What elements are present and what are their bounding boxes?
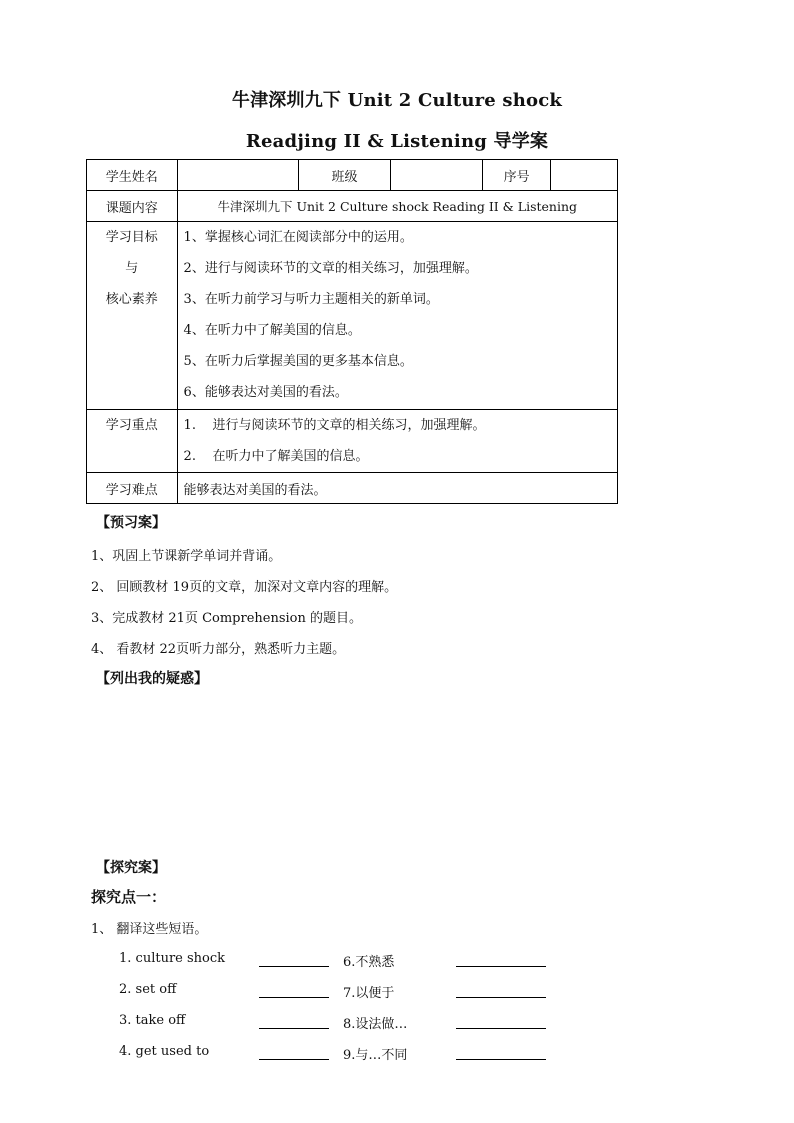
goals-list	[184, 222, 611, 408]
goals-label-line3: 核心素养	[105, 292, 158, 307]
list-item: 4、在听力中了解美国的信息。	[183, 323, 361, 338]
topic-label: 课题内容	[87, 191, 178, 222]
answer-blank-3[interactable]	[259, 1028, 329, 1029]
goals-label-cell	[87, 222, 178, 410]
preview-item-3: 3、完成教材 21页 Comprehension 的题目。	[91, 611, 363, 626]
topic-value: 牛津深圳九下 Unit 2 Culture shock Reading II & Listening	[177, 191, 617, 222]
list-item: 2. 在听力中了解美国的信息。	[183, 449, 369, 464]
table-row-student-info	[87, 160, 618, 191]
phrase-left-4: 4. get used to	[119, 1044, 210, 1059]
goals-cell	[177, 222, 617, 410]
phrase-right-6: 6.不熟悉	[343, 955, 395, 970]
goals-label-line1: 学习目标	[105, 230, 158, 245]
document-title-line1: 牛津深圳九下 Unit 2 Culture shock	[231, 90, 563, 111]
key-points-label: 学习重点	[87, 410, 178, 473]
list-item: 6、能够表达对美国的看法。	[183, 385, 348, 400]
answer-blank-9[interactable]	[456, 1059, 546, 1060]
explore-point-one: 探究点一：	[91, 888, 167, 906]
class-cell[interactable]	[391, 160, 483, 191]
explore-task-1: 1、 翻译这些短语。	[91, 922, 208, 937]
number-cell[interactable]	[550, 160, 617, 191]
preview-item-2: 2、 回顾教材 19页的文章，加深对文章内容的理解。	[91, 580, 398, 595]
explore-heading: 【探究案】	[96, 860, 166, 876]
list-item: 3、在听力前学习与听力主题相关的新单词。	[183, 292, 439, 307]
student-name-label: 学生姓名	[87, 160, 178, 191]
doubts-heading: 【列出我的疑惑】	[96, 671, 208, 687]
info-table	[86, 159, 618, 504]
table-row-topic	[87, 191, 618, 222]
phrase-left-2: 2. set off	[119, 982, 177, 997]
preview-item-1: 1、巩固上节课新学单词并背诵。	[91, 549, 282, 564]
phrase-left-1: 1. culture shock	[119, 951, 226, 966]
phrase-right-8: 8.设法做…	[343, 1017, 408, 1032]
key-points-cell	[177, 410, 617, 473]
class-label: 班级	[298, 160, 391, 191]
phrase-right-9: 9.与…不同	[343, 1048, 408, 1063]
list-item: 1. 进行与阅读环节的文章的相关练习，加强理解。	[183, 418, 486, 433]
number-label: 序号	[483, 160, 551, 191]
answer-blank-6[interactable]	[456, 966, 546, 967]
answer-blank-7[interactable]	[456, 997, 546, 998]
key-points-list	[184, 410, 611, 472]
table-row-goals	[87, 222, 618, 410]
list-item: 2、进行与阅读环节的文章的相关练习，加强理解。	[183, 261, 478, 276]
student-name-cell[interactable]	[177, 160, 298, 191]
answer-blank-8[interactable]	[456, 1028, 546, 1029]
answer-blank-4[interactable]	[259, 1059, 329, 1060]
table-row-key-points	[87, 410, 618, 473]
difficulty-value: 能够表达对美国的看法。	[177, 473, 617, 504]
goals-label-line2: 与	[125, 261, 139, 276]
document-title-line2: Readjing II & Listening 导学案	[245, 131, 549, 152]
list-item: 5、在听力后掌握美国的更多基本信息。	[183, 354, 413, 369]
preview-item-4: 4、 看教材 22页听力部分，熟悉听力主题。	[91, 642, 346, 657]
phrase-right-7: 7.以便于	[343, 986, 395, 1001]
difficulty-label: 学习难点	[87, 473, 178, 504]
preview-heading: 【预习案】	[96, 515, 166, 531]
table-row-difficulty	[87, 473, 618, 504]
list-item: 1、掌握核心词汇在阅读部分中的运用。	[183, 230, 413, 245]
answer-blank-1[interactable]	[259, 966, 329, 967]
answer-blank-2[interactable]	[259, 997, 329, 998]
phrase-left-3: 3. take off	[119, 1013, 186, 1028]
